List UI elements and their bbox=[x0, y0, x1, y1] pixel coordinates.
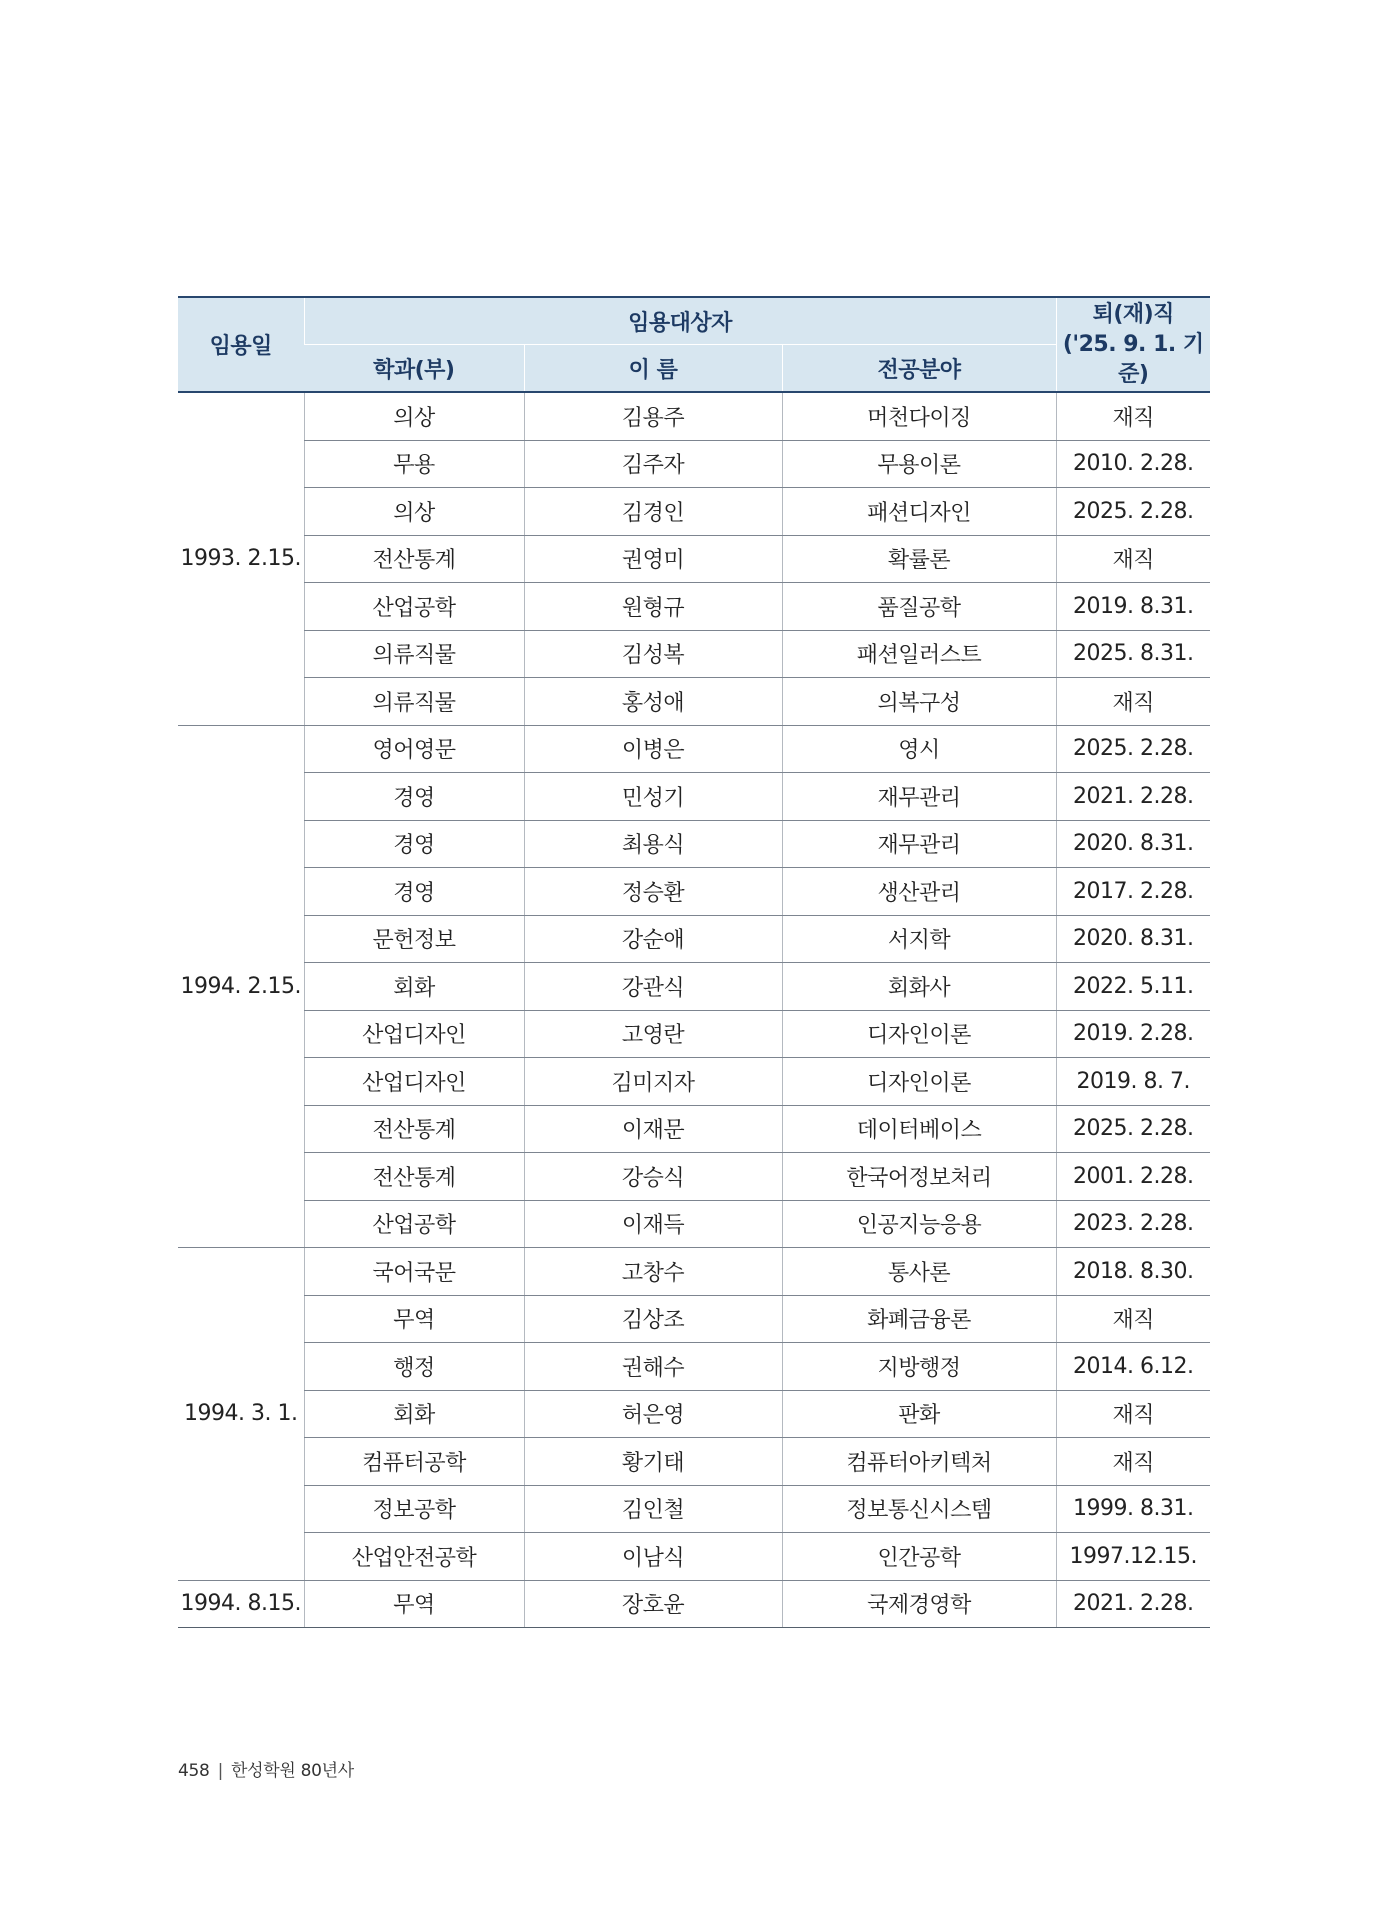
appointment-table bbox=[178, 296, 1210, 1628]
department-cell: 경영 bbox=[304, 773, 524, 821]
field-cell: 판화 bbox=[782, 1390, 1056, 1438]
table-body bbox=[178, 392, 1210, 1628]
field-cell: 패션일러스트 bbox=[782, 630, 1056, 678]
department-cell: 회화 bbox=[304, 1390, 524, 1438]
department-cell: 경영 bbox=[304, 868, 524, 916]
table-row bbox=[178, 1390, 1210, 1438]
field-cell: 통사론 bbox=[782, 1248, 1056, 1296]
name-cell: 강승식 bbox=[524, 1153, 782, 1201]
field-cell: 재무관리 bbox=[782, 773, 1056, 821]
header-appointment-date: 임용일 bbox=[178, 297, 304, 392]
status-cell: 2019. 8.31. bbox=[1056, 583, 1210, 631]
field-cell: 의복구성 bbox=[782, 678, 1056, 726]
field-cell: 화폐금융론 bbox=[782, 1295, 1056, 1343]
table-row bbox=[178, 773, 1210, 821]
field-cell: 재무관리 bbox=[782, 820, 1056, 868]
name-cell: 이재문 bbox=[524, 1105, 782, 1153]
field-cell: 회화사 bbox=[782, 963, 1056, 1011]
table-row bbox=[178, 1153, 1210, 1201]
status-cell: 1999. 8.31. bbox=[1056, 1485, 1210, 1533]
name-cell: 최용식 bbox=[524, 820, 782, 868]
appointment-date-cell: 1994. 3. 1. bbox=[178, 1248, 304, 1581]
field-cell: 디자인이론 bbox=[782, 1058, 1056, 1106]
field-cell: 인간공학 bbox=[782, 1533, 1056, 1581]
name-cell: 강관식 bbox=[524, 963, 782, 1011]
table-row bbox=[178, 820, 1210, 868]
table-row bbox=[178, 1580, 1210, 1628]
table-row bbox=[178, 1343, 1210, 1391]
status-cell: 2001. 2.28. bbox=[1056, 1153, 1210, 1201]
department-cell: 의류직물 bbox=[304, 630, 524, 678]
department-cell: 의상 bbox=[304, 392, 524, 440]
status-cell: 재직 bbox=[1056, 1390, 1210, 1438]
status-cell: 2019. 2.28. bbox=[1056, 1010, 1210, 1058]
department-cell: 산업안전공학 bbox=[304, 1533, 524, 1581]
status-cell: 2022. 5.11. bbox=[1056, 963, 1210, 1011]
status-cell: 2025. 2.28. bbox=[1056, 488, 1210, 536]
department-cell: 경영 bbox=[304, 820, 524, 868]
name-cell: 홍성애 bbox=[524, 678, 782, 726]
name-cell: 김주자 bbox=[524, 440, 782, 488]
field-cell: 품질공학 bbox=[782, 583, 1056, 631]
department-cell: 국어국문 bbox=[304, 1248, 524, 1296]
department-cell: 전산통계 bbox=[304, 1153, 524, 1201]
table-row bbox=[178, 1200, 1210, 1248]
department-cell: 컴퓨터공학 bbox=[304, 1438, 524, 1486]
header-status bbox=[1056, 297, 1210, 392]
status-cell: 재직 bbox=[1056, 678, 1210, 726]
department-cell: 전산통계 bbox=[304, 535, 524, 583]
department-cell: 회화 bbox=[304, 963, 524, 1011]
status-cell: 재직 bbox=[1056, 392, 1210, 440]
table-row bbox=[178, 915, 1210, 963]
page-footer bbox=[178, 1756, 354, 1781]
status-cell: 2018. 8.30. bbox=[1056, 1248, 1210, 1296]
name-cell: 민성기 bbox=[524, 773, 782, 821]
name-cell: 김인철 bbox=[524, 1485, 782, 1533]
name-cell: 김미지자 bbox=[524, 1058, 782, 1106]
name-cell: 김성복 bbox=[524, 630, 782, 678]
appointment-date-cell: 1994. 2.15. bbox=[178, 725, 304, 1248]
field-cell: 무용이론 bbox=[782, 440, 1056, 488]
table-row bbox=[178, 868, 1210, 916]
status-cell: 재직 bbox=[1056, 1295, 1210, 1343]
status-cell: 2025. 2.28. bbox=[1056, 725, 1210, 773]
name-cell: 이재득 bbox=[524, 1200, 782, 1248]
status-cell: 2020. 8.31. bbox=[1056, 915, 1210, 963]
status-cell: 2020. 8.31. bbox=[1056, 820, 1210, 868]
table-row bbox=[178, 1295, 1210, 1343]
page-number: 458 bbox=[178, 1761, 210, 1781]
header-appointees: 임용대상자 bbox=[304, 297, 1056, 345]
table-row bbox=[178, 535, 1210, 583]
name-cell: 권영미 bbox=[524, 535, 782, 583]
department-cell: 산업공학 bbox=[304, 1200, 524, 1248]
appointment-table-container bbox=[178, 296, 1210, 1628]
name-cell: 장호윤 bbox=[524, 1580, 782, 1628]
name-cell: 이병은 bbox=[524, 725, 782, 773]
department-cell: 영어영문 bbox=[304, 725, 524, 773]
field-cell: 컴퓨터아키텍처 bbox=[782, 1438, 1056, 1486]
table-row bbox=[178, 1248, 1210, 1296]
status-cell: 2023. 2.28. bbox=[1056, 1200, 1210, 1248]
field-cell: 머천다이징 bbox=[782, 392, 1056, 440]
field-cell: 확률론 bbox=[782, 535, 1056, 583]
status-cell: 1997.12.15. bbox=[1056, 1533, 1210, 1581]
status-cell: 2019. 8. 7. bbox=[1056, 1058, 1210, 1106]
department-cell: 산업공학 bbox=[304, 583, 524, 631]
appointment-date-cell: 1994. 8.15. bbox=[178, 1580, 304, 1628]
department-cell: 의상 bbox=[304, 488, 524, 536]
department-cell: 문헌정보 bbox=[304, 915, 524, 963]
field-cell: 생산관리 bbox=[782, 868, 1056, 916]
header-department: 학과(부) bbox=[304, 345, 524, 393]
footer-separator: | bbox=[217, 1761, 223, 1781]
field-cell: 패션디자인 bbox=[782, 488, 1056, 536]
department-cell: 무용 bbox=[304, 440, 524, 488]
table-row bbox=[178, 630, 1210, 678]
name-cell: 황기태 bbox=[524, 1438, 782, 1486]
name-cell: 정승환 bbox=[524, 868, 782, 916]
field-cell: 지방행정 bbox=[782, 1343, 1056, 1391]
table-row bbox=[178, 1533, 1210, 1581]
status-cell: 2021. 2.28. bbox=[1056, 1580, 1210, 1628]
field-cell: 인공지능응용 bbox=[782, 1200, 1056, 1248]
table-row bbox=[178, 963, 1210, 1011]
status-cell: 2025. 2.28. bbox=[1056, 1105, 1210, 1153]
name-cell: 고창수 bbox=[524, 1248, 782, 1296]
header-status-line1: 퇴(재)직 bbox=[1092, 301, 1174, 327]
header-field: 전공분야 bbox=[782, 345, 1056, 393]
field-cell: 디자인이론 bbox=[782, 1010, 1056, 1058]
status-cell: 2025. 8.31. bbox=[1056, 630, 1210, 678]
department-cell: 무역 bbox=[304, 1295, 524, 1343]
status-cell: 재직 bbox=[1056, 1438, 1210, 1486]
department-cell: 행정 bbox=[304, 1343, 524, 1391]
name-cell: 고영란 bbox=[524, 1010, 782, 1058]
name-cell: 김경인 bbox=[524, 488, 782, 536]
department-cell: 전산통계 bbox=[304, 1105, 524, 1153]
status-cell: 2014. 6.12. bbox=[1056, 1343, 1210, 1391]
field-cell: 영시 bbox=[782, 725, 1056, 773]
status-cell: 재직 bbox=[1056, 535, 1210, 583]
department-cell: 의류직물 bbox=[304, 678, 524, 726]
field-cell: 서지학 bbox=[782, 915, 1056, 963]
status-cell: 2010. 2.28. bbox=[1056, 440, 1210, 488]
table-row bbox=[178, 1058, 1210, 1106]
field-cell: 국제경영학 bbox=[782, 1580, 1056, 1628]
header-status-line2: ('25. 9. 1. 기준) bbox=[1062, 331, 1204, 387]
table-row bbox=[178, 583, 1210, 631]
name-cell: 김용주 bbox=[524, 392, 782, 440]
department-cell: 산업디자인 bbox=[304, 1058, 524, 1106]
appointment-date-cell: 1993. 2.15. bbox=[178, 392, 304, 725]
table-row bbox=[178, 1485, 1210, 1533]
table-row bbox=[178, 1105, 1210, 1153]
field-cell: 한국어정보처리 bbox=[782, 1153, 1056, 1201]
book-title: 한성학원 80년사 bbox=[231, 1761, 354, 1781]
table-row bbox=[178, 488, 1210, 536]
name-cell: 이남식 bbox=[524, 1533, 782, 1581]
department-cell: 정보공학 bbox=[304, 1485, 524, 1533]
status-cell: 2021. 2.28. bbox=[1056, 773, 1210, 821]
name-cell: 김상조 bbox=[524, 1295, 782, 1343]
table-row bbox=[178, 440, 1210, 488]
field-cell: 정보통신시스템 bbox=[782, 1485, 1056, 1533]
table-row bbox=[178, 725, 1210, 773]
department-cell: 무역 bbox=[304, 1580, 524, 1628]
header-name: 이 름 bbox=[524, 345, 782, 393]
table-header bbox=[178, 297, 1210, 392]
table-row bbox=[178, 1010, 1210, 1058]
name-cell: 원형규 bbox=[524, 583, 782, 631]
table-row bbox=[178, 392, 1210, 440]
name-cell: 강순애 bbox=[524, 915, 782, 963]
table-row bbox=[178, 678, 1210, 726]
table-row bbox=[178, 1438, 1210, 1486]
department-cell: 산업디자인 bbox=[304, 1010, 524, 1058]
status-cell: 2017. 2.28. bbox=[1056, 868, 1210, 916]
name-cell: 권해수 bbox=[524, 1343, 782, 1391]
field-cell: 데이터베이스 bbox=[782, 1105, 1056, 1153]
name-cell: 허은영 bbox=[524, 1390, 782, 1438]
